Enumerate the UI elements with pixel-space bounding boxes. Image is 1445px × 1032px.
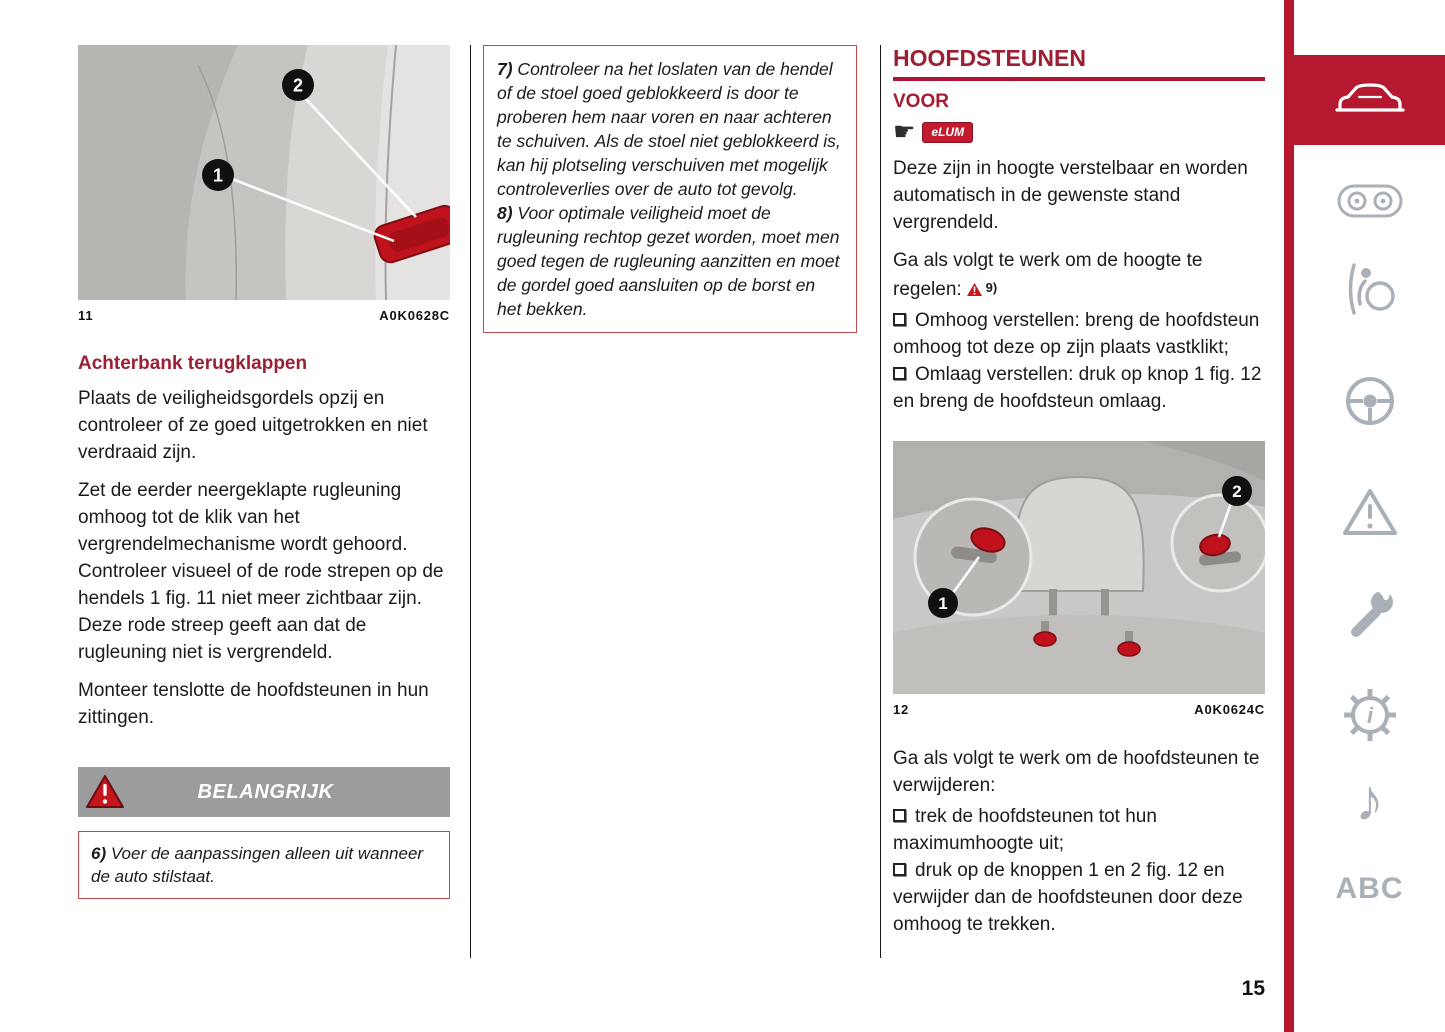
info-i-glyph: i [1366, 703, 1373, 728]
note-text: Voer de aanpassingen alleen uit wanneer de auto stilstaat. [91, 844, 424, 886]
note-number: 6) [91, 844, 107, 863]
square-bullet-icon [893, 863, 906, 876]
subsection-voor: VOOR [893, 91, 949, 112]
callout-2-label: 2 [1232, 482, 1242, 501]
callout-1-label: 1 [938, 594, 948, 613]
bullet-text: druk op de knoppen 1 en 2 fig. 12 en verwijder dan de hoofdsteunen door deze omhoog te trekken. [893, 860, 1243, 935]
left-column [78, 45, 450, 899]
warning-small-icon [966, 282, 983, 297]
car-icon [1333, 79, 1407, 121]
right-column [893, 45, 1265, 938]
notes-7-8-box [483, 45, 857, 333]
pointing-hand-icon: ☛ [893, 118, 916, 146]
square-bullet-icon [893, 313, 906, 326]
sidebar-tab-safety[interactable] [1294, 262, 1445, 318]
warning-triangle-outline-icon [1341, 486, 1399, 538]
note-6-box [78, 831, 450, 899]
note-text: Controleer na het loslaten van de hendel of de stoel goed geblokkeerd is door te proberen hem naar voren en naar achteren te schuiven. Als de stoel niet geblokkeerd is, kan hij plotseling verschuiven met mogelijk controleverlies over de auto tot gevolg. [497, 59, 841, 199]
figure-number: 12 [893, 702, 910, 717]
figure-code: A0K0624C [1194, 702, 1265, 717]
bullet-item [893, 803, 1265, 857]
square-bullet-icon [893, 809, 906, 822]
figure-11-photo [78, 45, 450, 300]
paragraph: Plaats de veiligheidsgordels opzij en controleer of ze goed uitgetrokken en niet verdraaid zijn. [78, 388, 428, 463]
airbag-icon [1342, 262, 1398, 318]
square-bullet-icon [893, 367, 906, 380]
bullet-text: Omhoog verstellen: breng de hoofdsteun omhoog tot deze op zijn plaats vastklikt; [893, 310, 1260, 358]
bullet-item [893, 361, 1265, 415]
music-note-icon: ♪ [1355, 768, 1384, 833]
page-number: 15 [1241, 977, 1265, 1000]
note-number: 7) [497, 59, 513, 79]
instrument-cluster-icon [1337, 182, 1403, 220]
paragraph [893, 247, 1265, 303]
wrench-icon [1343, 585, 1397, 639]
bullet-text: trek de hoofdsteunen tot hun maximumhoogte uit; [893, 806, 1157, 854]
sidebar-tab-maintenance[interactable] [1294, 585, 1445, 639]
paragraph: Zet de eerder neergeklapte rugleuning omhoog tot de klik van het vergrendelmechanisme wordt gehoord. Controleer visueel of de rode strepen op de hendels 1 fig. 11 niet meer zichtbaar zijn. Deze rode streep geeft aan dat de rugleuning niet is vergrendeld. [78, 480, 444, 663]
title-rule [893, 77, 1265, 81]
figure-12-caption [893, 702, 1265, 717]
footnote-ref: 9) [985, 280, 998, 295]
section-heading-achterbank: Achterbank terugklappen [78, 353, 308, 374]
callout-1-label: 1 [212, 165, 224, 186]
headrest [1014, 477, 1143, 591]
figure-code: A0K0628C [379, 308, 450, 323]
important-banner-label: BELANGRIJK [197, 780, 334, 803]
middle-column [483, 45, 857, 333]
column-divider-2 [880, 45, 881, 958]
elum-badge: eLUM [922, 122, 973, 143]
figure-11-caption [78, 308, 450, 323]
sidebar-tab-vehicle[interactable] [1294, 55, 1445, 145]
sidebar-red-stripe [1284, 0, 1294, 1032]
bullet-text: Omlaag verstellen: druk op knop 1 fig. 12 en breng de hoofdsteun omlaag. [893, 364, 1262, 412]
important-banner [78, 767, 450, 817]
sidebar-tab-index[interactable] [1294, 872, 1445, 906]
paragraph: Deze zijn in hoogte verstelbaar en worden automatisch in de gewenste stand vergrendeld. [893, 158, 1248, 233]
page-title-hoofdsteunen: HOOFDSTEUNEN [893, 45, 1086, 71]
note-text: Voor optimale veiligheid moet de rugleuning rechtop gezet worden, moet men goed tegen de rugleuning aanzitten en moet de gordel goed aansluiten op de borst en het bekken. [497, 203, 840, 319]
paragraph: Monteer tenslotte de hoofdsteunen in hun zittingen. [78, 680, 429, 728]
steering-wheel-icon [1343, 374, 1397, 428]
note-number: 8) [497, 203, 513, 223]
paragraph-text: Ga als volgt te werk om de hoogte te regelen: [893, 250, 1203, 300]
abc-index-label: ABC [1335, 872, 1404, 905]
paragraph: Ga als volgt te werk om de hoofdsteunen te verwijderen: [893, 748, 1260, 796]
reference-icon-row [893, 118, 1265, 146]
callout-2-label: 2 [292, 75, 304, 96]
sidebar-tab-emergency[interactable] [1294, 486, 1445, 538]
column-divider-1 [470, 45, 471, 958]
bullet-item [893, 307, 1265, 361]
sidebar-tab-driving[interactable] [1294, 374, 1445, 428]
sidebar-tab-instrument-cluster[interactable] [1294, 182, 1445, 220]
gear-info-icon [1341, 686, 1399, 744]
sidebar-tab-technical-data[interactable] [1294, 686, 1445, 744]
sidebar-tab-multimedia[interactable] [1294, 768, 1445, 833]
figure-12-block [893, 441, 1265, 717]
figure-number: 11 [78, 308, 94, 323]
bullet-item [893, 857, 1265, 938]
warning-triangle-icon [85, 774, 125, 810]
figure-12-photo [893, 441, 1265, 694]
